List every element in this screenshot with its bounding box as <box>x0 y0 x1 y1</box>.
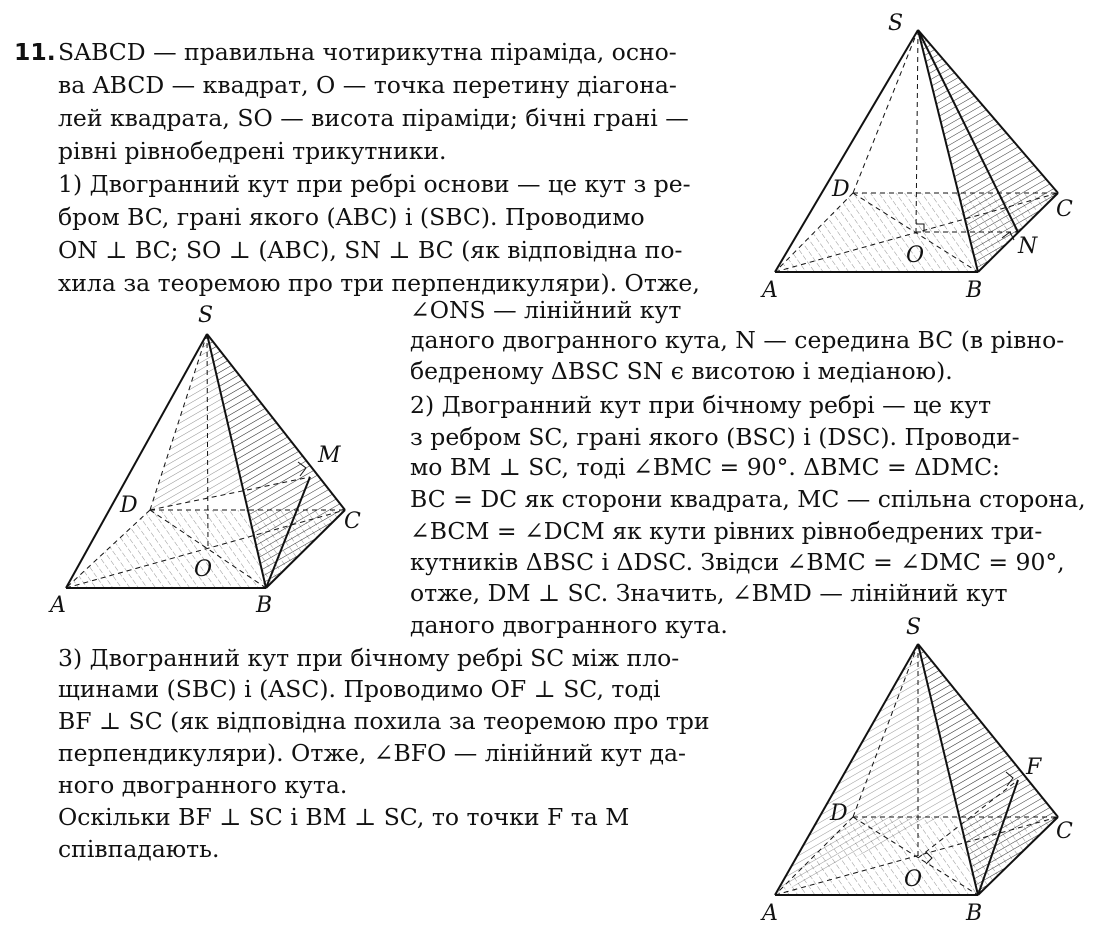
label-c-3: C <box>1056 819 1073 844</box>
text-line: отже, DM ⊥ SC. Значить, ∠BMD — лінійний кут <box>410 579 1008 607</box>
text-line: даного двогранного кута, N — середина BC (в рівно- <box>410 326 1065 354</box>
text-line: щинами (SBC) і (ASC). Проводимо OF ⊥ SC, тоді <box>58 675 661 703</box>
text-line: 3) Двогранний кут при бічному ребрі SC між пло- <box>58 644 680 672</box>
text-line: лей квадрата, SO — висота піраміди; бічні грані — <box>58 104 689 132</box>
label-c: C <box>1056 197 1073 222</box>
label-f-3: F <box>1026 755 1042 780</box>
text-line: з ребром SC, грані якого (BSC) і (DSC). Проводи- <box>410 423 1020 451</box>
label-d-2: D <box>120 493 138 518</box>
label-d-3: D <box>830 801 848 826</box>
text-line: бедреному ΔBSC SN є висотою і медіаною). <box>410 357 953 385</box>
text-line: кутників ΔBSC і ΔDSC. Звідси ∠BMC = ∠DMC = 90°, <box>410 548 1065 576</box>
label-a: A <box>762 278 778 303</box>
text-line: ного двогранного кута. <box>58 771 348 799</box>
text-line: ON ⊥ BC; SO ⊥ (ABC), SN ⊥ BC (як відповідна по- <box>58 236 683 264</box>
label-s: S <box>888 11 904 36</box>
label-m-2: M <box>318 443 341 468</box>
label-b-2: B <box>256 593 273 618</box>
label-o-2: O <box>194 557 213 582</box>
label-b-3: B <box>966 901 983 926</box>
text-line: BC = DC як сторони квадрата, MC — спільна сторона, <box>410 485 1086 513</box>
label-s-3: S <box>906 615 922 640</box>
label-o-3: O <box>904 867 923 892</box>
label-o: O <box>906 243 925 268</box>
label-b: B <box>966 278 983 303</box>
text-line: 2) Двогранний кут при бічному ребрі — це кут <box>410 391 992 419</box>
problem-number: 11. <box>14 38 56 66</box>
label-d: D <box>832 177 850 202</box>
text-line: Оскільки BF ⊥ SC і BM ⊥ SC, то точки F та M <box>58 803 630 831</box>
label-a-2: A <box>50 593 66 618</box>
text-line: 1) Двогранний кут при ребрі основи — це кут з ре- <box>58 170 691 198</box>
text-line: BF ⊥ SC (як відповідна похила за теоремою про три <box>58 707 710 735</box>
text-line: співпадають. <box>58 835 220 863</box>
text-line: SABCD — правильна чотирикутна піраміда, осно- <box>58 38 677 66</box>
text-line: мо BM ⊥ SC, тоді ∠BMC = 90°. ΔBMC = ΔDMC: <box>410 453 1000 481</box>
label-n: N <box>1018 234 1038 259</box>
text-line: перпендикуляри). Отже, ∠BFO — лінійний кут да- <box>58 739 686 767</box>
label-s-2: S <box>198 303 214 328</box>
text-line: бром BC, грані якого (ABC) і (SBC). Проводимо <box>58 203 645 231</box>
text-line: хила за теоремою про три перпендикуляри). Отже, <box>58 269 700 297</box>
text-line: ∠ONS — лінійний кут <box>410 296 682 324</box>
text-line: рівні рівнобедрені трикутники. <box>58 137 447 165</box>
text-line: ∠BCM = ∠DCM як кути рівних рівнобедрених три- <box>410 517 1043 545</box>
text-line: ва ABCD — квадрат, O — точка перетину діагона- <box>58 71 677 99</box>
label-a-3: A <box>762 901 778 926</box>
text-line: даного двогранного кута. <box>410 611 728 639</box>
label-c-2: C <box>344 509 361 534</box>
